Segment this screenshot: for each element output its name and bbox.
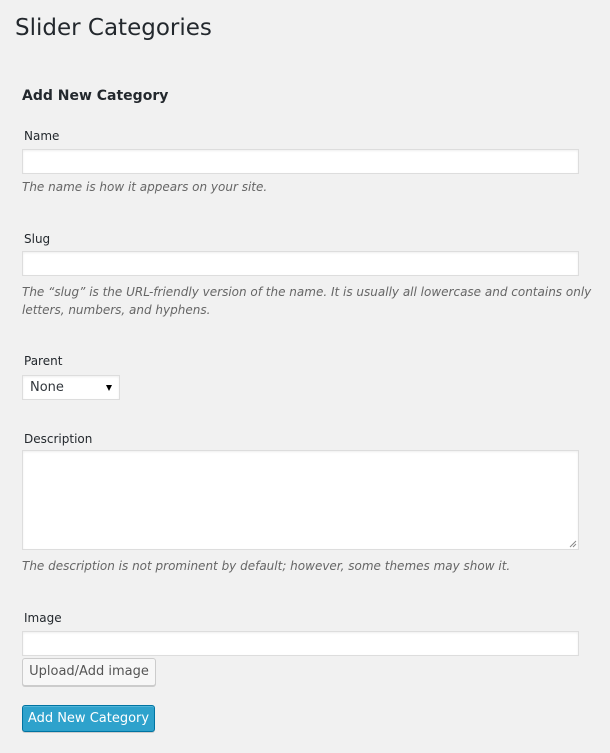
description-textarea[interactable]: [22, 450, 579, 550]
description-hint: The description is not prominent by default; however, some themes may show it.: [22, 559, 511, 573]
parent-selected-value: None: [30, 380, 64, 395]
slug-input[interactable]: [22, 251, 579, 276]
name-label: Name: [24, 129, 60, 143]
add-new-category-button[interactable]: Add New Category: [22, 705, 155, 732]
dropdown-arrow-icon: [106, 385, 112, 391]
image-url-input[interactable]: [22, 631, 579, 656]
description-label: Description: [24, 432, 93, 446]
parent-label: Parent: [24, 354, 63, 368]
upload-image-button[interactable]: Upload/Add image: [22, 658, 156, 686]
name-hint: The name is how it appears on your site.: [22, 180, 268, 194]
parent-select[interactable]: [22, 375, 120, 400]
form-heading: Add New Category: [22, 88, 169, 104]
resize-grip-icon[interactable]: [569, 540, 577, 548]
name-input[interactable]: [22, 149, 579, 174]
slug-hint: The “slug” is the URL-friendly version of the name. It is usually all lowercase and contains only letters, numbers, and hyphens.: [22, 285, 592, 317]
slug-label: Slug: [24, 232, 51, 246]
page-title: Slider Categories: [15, 15, 212, 41]
image-label: Image: [24, 611, 62, 625]
